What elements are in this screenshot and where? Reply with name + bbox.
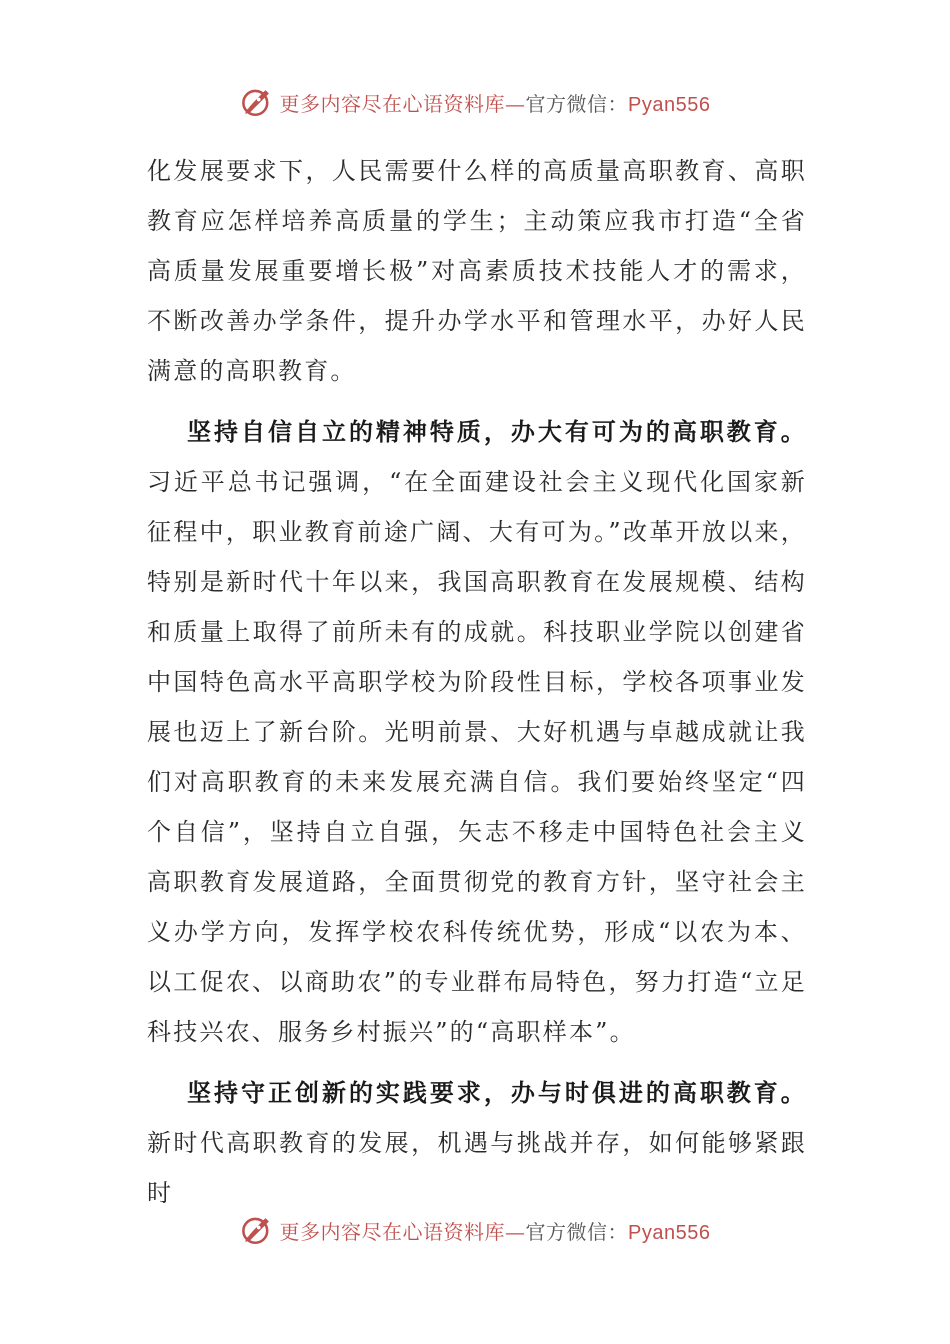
paragraph-2-body: 习近平总书记强调，“在全面建设社会主义现代化国家新征程中，职业教育前途广阔、大有可为。”改革开放以来，特别是新时代十年以来，我国高职教育在发展规模、结构和质量上取得了前所未有的成就。科技职业学院以创建省中国特色高水平高职学校为阶段性目标，学校各项事业发展也迈上了新台阶。光明前景、大好机遇与卓越成就让我们对高职教育的未来发展充满自信。我们要始终坚定“四个自信”，坚持自立自强，矢志不移走中国特色社会主义高职教育发展道路，全面贯彻党的教育方针，坚守社会主义办学方向，发挥学校农科传统优势，形成“以农为本、以工促农、以商助农”的专业群布局特色，努力打造“立足科技兴农、服务乡村振兴”的“高职样本”。	[147, 468, 807, 1046]
paragraph-1	[147, 146, 807, 396]
header-banner-dash: —	[505, 91, 526, 116]
footer-banner	[0, 1208, 950, 1252]
footer-banner-wechat-id: Pyan556	[628, 1221, 711, 1244]
header-banner-wechat-label: 官方微信：	[525, 91, 629, 116]
header-banner-title: 更多内容尽在心语资料库	[279, 91, 506, 116]
paragraph-2-lead: 坚持自信自立的精神特质，办大有可为的高职教育。	[187, 417, 807, 446]
paragraph-3	[147, 1068, 807, 1218]
footer-banner-wechat-label: 官方微信：	[525, 1219, 629, 1244]
header-banner-wechat-id: Pyan556	[628, 93, 711, 116]
paragraph-3-body: 新时代高职教育的发展，机遇与挑战并存，如何能够紧跟时	[147, 1129, 807, 1207]
footer-banner-text	[280, 1216, 711, 1245]
paragraph-3-lead: 坚持守正创新的实践要求，办与时俱进的高职教育。	[187, 1078, 807, 1107]
paragraph-2	[147, 407, 807, 1057]
document-body	[147, 146, 807, 1218]
footer-banner-dash: —	[505, 1219, 526, 1244]
pen-nib-logo-icon	[240, 85, 274, 119]
paragraph-1-body: 化发展要求下，人民需要什么样的高质量高职教育、高职教育应怎样培养高质量的学生；主动策应我市打造“全省高质量发展重要增长极”对高素质技术技能人才的需求，不断改善办学条件，提升办学水平和管理水平，办好人民满意的高职教育。	[147, 157, 807, 385]
footer-banner-title: 更多内容尽在心语资料库	[279, 1219, 506, 1244]
header-banner	[0, 80, 950, 124]
pen-nib-logo-icon	[240, 1213, 274, 1247]
header-banner-text	[280, 88, 711, 117]
